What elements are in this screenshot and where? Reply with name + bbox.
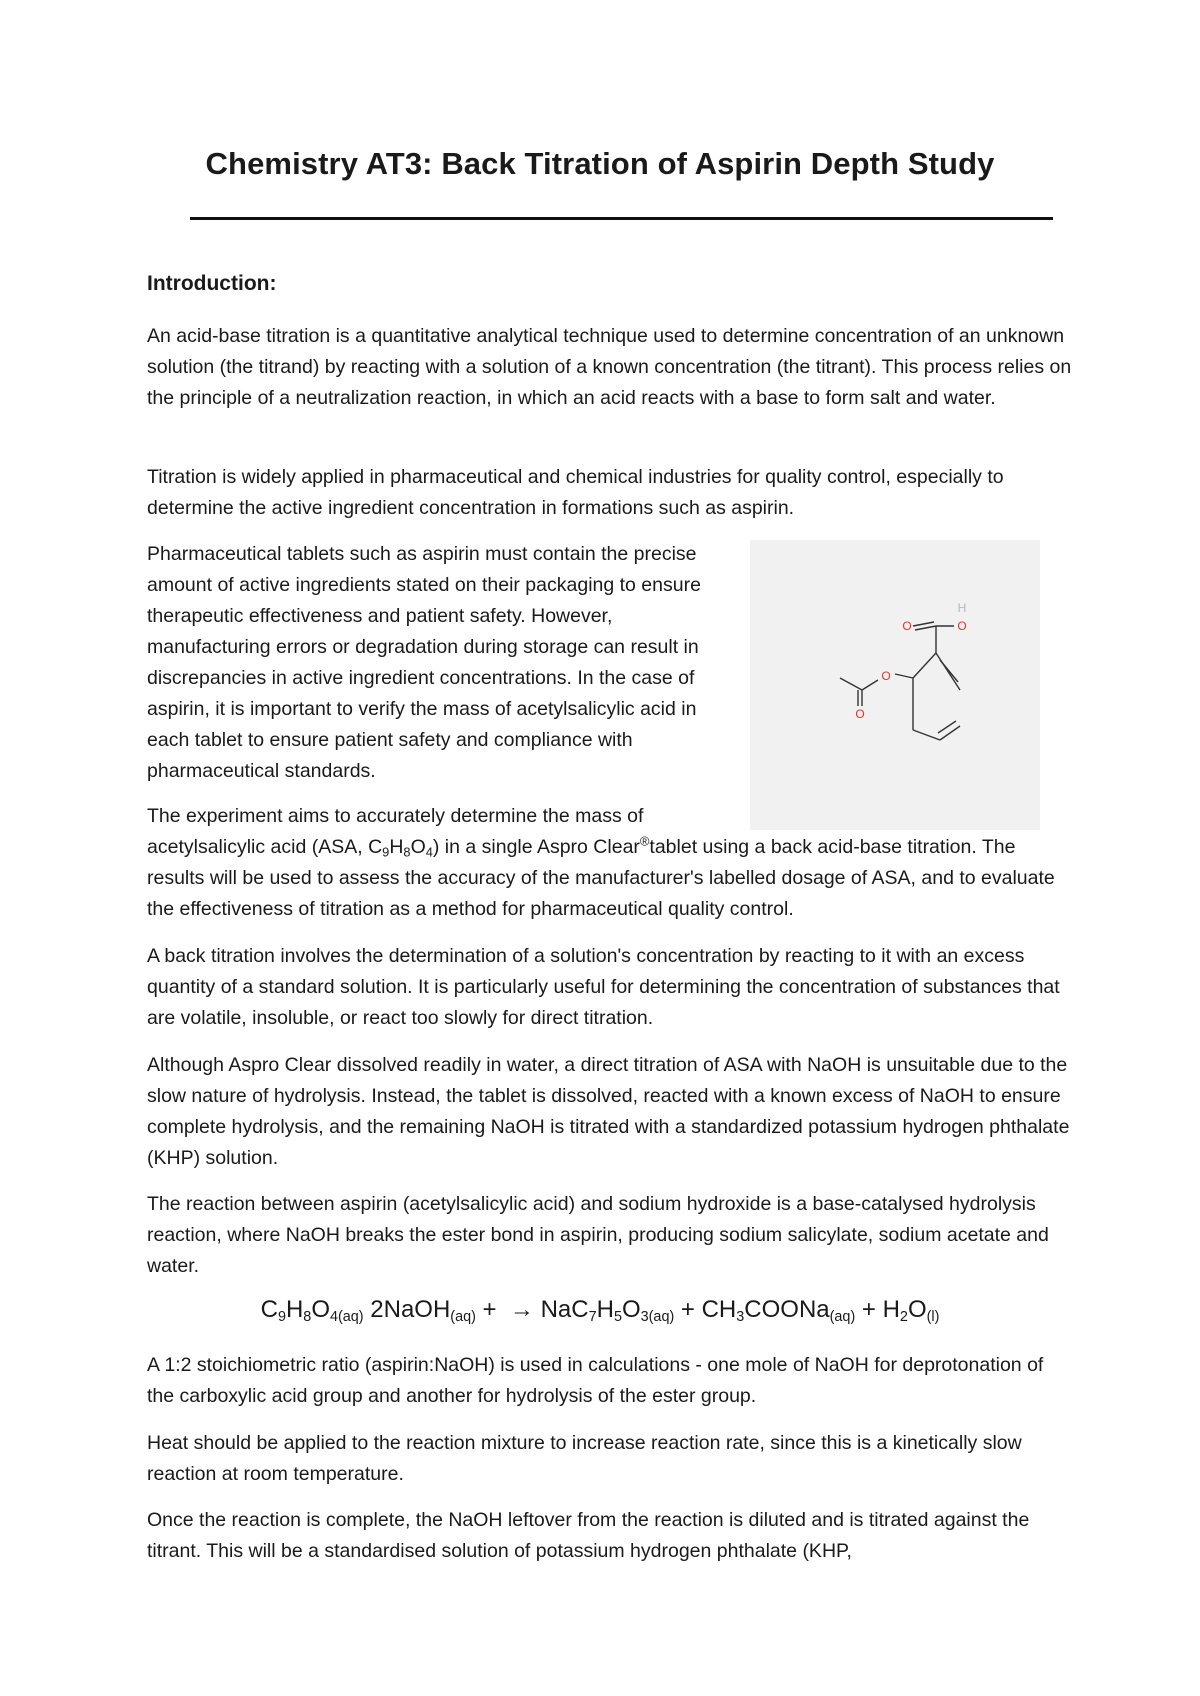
paragraph-pharmaceutical-tablets: Pharmaceutical tablets such as aspirin must contain the precise amount of active ingredients stated on their packaging to ensure therapeutic effectiveness and patient safety. However, manufacturing errors or degradation during storage can result in discrepancies in active ingredient concentrations. In the case of aspirin, it is important to verify the mass of acetylsalicylic acid in each tablet to ensure patient safety and compliance with pharmaceutical standards.	[147, 543, 701, 782]
aim-product-text: ) in a single Aspro Clear	[432, 836, 640, 858]
aim-line-1: The experiment aims to accurately determine the mass of	[147, 805, 644, 827]
eq-subscript: (aq)	[829, 1309, 856, 1326]
paragraph-titration-definition: An acid-base titration is a quantitative analytical technique used to determine concentration of an unknown solution (the titrand) by reacting with a solution of a known concentration (the titrant). This process relies on the principle of a neutralization reaction, in which an acid reacts with a base to form salt and water.	[147, 325, 1072, 409]
hydrogen-atom-label: H	[957, 601, 967, 615]
eq-part: C	[260, 1296, 278, 1323]
aim-method-text: tablet using a back acid-base titration.	[649, 836, 977, 858]
eq-subscript: (l)	[926, 1309, 940, 1326]
eq-part: COONa	[744, 1296, 830, 1323]
paragraph-leftover-naoh: Once the reaction is complete, the NaOH leftover from the reaction is diluted and is titrated against the titrant. This will be a standardised solution of potassium hydrogen phthalate (KHP,	[147, 1509, 1030, 1562]
eq-part: O	[907, 1296, 927, 1323]
formula-c-subscript: 9	[382, 844, 390, 860]
eq-part: + H	[855, 1296, 900, 1323]
ester-oxygen-label: O	[881, 669, 891, 683]
eq-part: H	[596, 1296, 614, 1323]
aspirin-structure-figure	[750, 540, 1040, 830]
acetyl-oxygen-label: O	[855, 707, 865, 721]
formula-o-subscript: 4	[425, 844, 433, 860]
paragraph-stoichiometric-ratio: A 1:2 stoichiometric ratio (aspirin:NaOH) is used in calculations - one mole of NaOH for deprotonation of the carboxylic acid group and another for hydrolysis of the ester group.	[147, 1354, 1044, 1407]
eq-subscript: 7	[588, 1309, 597, 1326]
document-title: Chemistry AT3: Back Titration of Aspirin Depth Study	[205, 146, 995, 181]
eq-part: + CH	[674, 1296, 737, 1323]
eq-part: + → NaC	[475, 1296, 589, 1323]
aim-formula-lead: acetylsalicylic acid (ASA, C	[147, 836, 383, 858]
eq-subscript: 3(aq)	[640, 1309, 675, 1326]
eq-subscript: 2	[899, 1309, 908, 1326]
paragraph-direct-titration: Although Aspro Clear dissolved readily in water, a direct titration of ASA with NaOH is unsuitable due to the slow nature of hydrolysis. Instead, the tablet is dissolved, reacted with a known excess of NaOH to ensure complete hydrolysis, and the remaining NaOH is titrated with a standardized potassium hydrogen phthalate (KHP) solution.	[147, 1054, 1070, 1169]
paragraph-experiment-aim	[147, 801, 1072, 925]
aim-remainder: The results will be used to assess the accuracy of the manufacturer's labelled dosage of ASA, and to evaluate the effectiveness of titration as a method for pharmaceutical quality control.	[147, 836, 1055, 920]
eq-subscript: 4(aq)	[329, 1309, 364, 1326]
eq-part: O	[621, 1296, 641, 1323]
carbonyl-oxygen-label: O	[902, 619, 912, 633]
eq-subscript: 8	[303, 1309, 312, 1326]
eq-part: 2NaOH	[363, 1296, 451, 1323]
eq-subscript: 9	[277, 1309, 286, 1326]
registered-mark: ®	[639, 833, 650, 849]
paragraph-hydrolysis-reaction: The reaction between aspirin (acetylsalicylic acid) and sodium hydroxide is a base-catalysed hydrolysis reaction, where NaOH breaks the ester bond in aspirin, producing sodium salicylate, sodium acetate and water.	[147, 1193, 1049, 1277]
molecule-bonds	[840, 622, 960, 740]
eq-part: H	[285, 1296, 304, 1323]
formula-h-subscript: 8	[403, 844, 411, 860]
paragraph-back-titration: A back titration involves the determination of a solution's concentration by reacting to it with an excess quantity of a standard solution. It is particularly useful for determining the concentration of substances that are volatile, insoluble, or react too slowly for direct titration.	[147, 945, 1060, 1029]
formula-o: O	[410, 836, 426, 858]
eq-subscript: 3	[736, 1309, 745, 1326]
title-underline	[190, 217, 1053, 220]
aspirin-molecule-diagram	[750, 540, 1040, 830]
molecule-atom-labels	[855, 601, 966, 721]
formula-h: H	[389, 836, 404, 858]
paragraph-titration-applications: Titration is widely applied in pharmaceutical and chemical industries for quality control, especially to determine the active ingredient concentration in formations such as aspirin.	[147, 466, 1004, 519]
hydroxyl-oxygen-label: O	[957, 619, 967, 633]
eq-subscript: (aq)	[450, 1309, 476, 1326]
introduction-heading: Introduction:	[147, 272, 277, 295]
eq-subscript: 5	[613, 1309, 622, 1326]
chemical-equation	[0, 1296, 1200, 1324]
eq-part: O	[311, 1296, 330, 1323]
paragraph-heat-application: Heat should be applied to the reaction mixture to increase reaction rate, since this is a kinetically slow reaction at room temperature.	[147, 1432, 1022, 1485]
